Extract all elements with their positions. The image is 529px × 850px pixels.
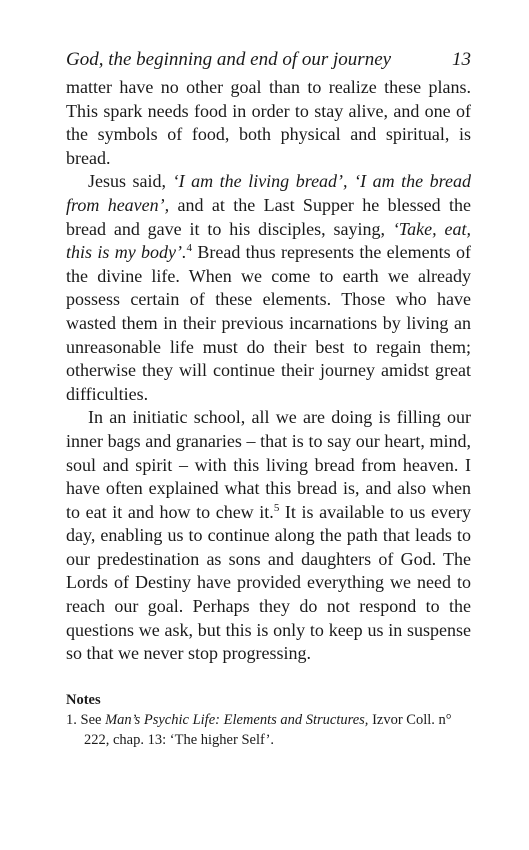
paragraph-3-text-1: In an initiatic school, all we are doing is filling our inner bags and granaries – that is to say our heart, mind, soul and spirit – with this living bread from heaven. I have often explained what this bread is, and also when to eat it and how to chew it. [66, 407, 471, 522]
paragraph-2-quote-1: ‘I am the living bread’, ‘I am the bread from heaven’, [66, 171, 472, 215]
running-head [66, 44, 471, 76]
notes-section [66, 690, 471, 750]
notes-heading: Notes [66, 692, 101, 708]
paragraph-3-text-2: It is available to us every day, enabling us to continue along the path that leads to our predestination as sons and daughters of God. The Lords of Destiny have provided everything we need to reach our goal. Perhaps they do not respond to the questions we ask, but this is only to keep us in suspense so that we never stop progressing. [66, 501, 471, 664]
paragraph-2-text-1: Jesus said, [88, 171, 173, 192]
note-number: 1. [66, 712, 77, 728]
note-rest: Izvor Coll. n° 222, chap. 13: ‘The higher Self’. [84, 712, 452, 748]
running-title: God, the beginning and end of our journey [66, 49, 392, 70]
note-book-title: Man’s Psychic Life: Elements and Structures, [105, 712, 369, 728]
body-text [66, 76, 471, 666]
footnote-ref-5: 5 [273, 501, 280, 514]
footnote-ref-4: 4 [186, 242, 193, 255]
paragraph-1: matter have no other goal than to realize these plans. This spark needs food in order to stay alive, and one of the symbols of food, both physical and spiritual, is bread. [66, 77, 471, 168]
page-number: 13 [452, 49, 471, 70]
paragraph-3 [66, 406, 471, 666]
paragraph-2-quote-2: ‘Take, eat, this is my body’. [66, 218, 471, 263]
note-prefix: See [80, 712, 106, 728]
paragraph-2-text-2: and at the Last Supper he blessed the bread and gave it to his disciples, saying, [66, 194, 471, 239]
page [66, 44, 471, 666]
paragraph-2-text-3: Bread thus represents the elements of the divine life. When we come to earth we already possess certain of these elements. Those who have wasted them in their previous incarnations by living an unreasonable life must do their best to regain them; otherwise they will continue their journey amidst great difficulties. [66, 242, 471, 404]
note-item [66, 710, 471, 750]
paragraph-2 [66, 170, 471, 406]
